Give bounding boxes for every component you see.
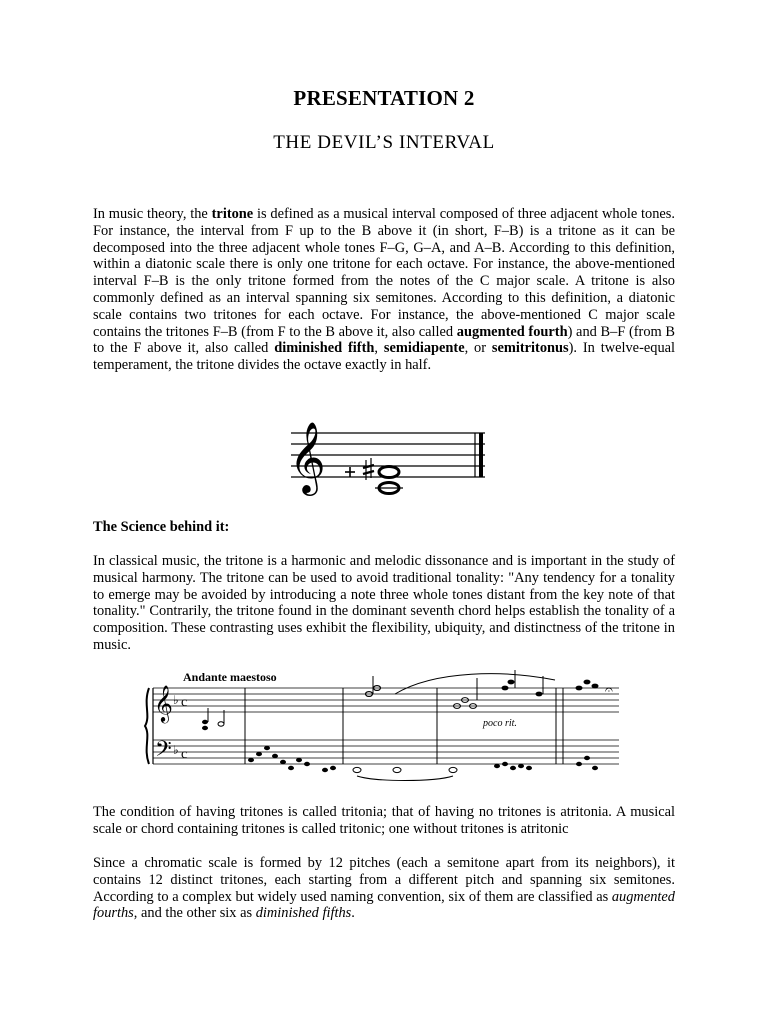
tritonia-paragraph: The condition of having tritones is called tritonia; that of having no tritones is atritonia. A musical scale or chord containing tritones is called tritonic; one without tritones is atritonic bbox=[93, 804, 675, 837]
key-flat-bass: ♭ bbox=[173, 743, 179, 757]
bass-notes bbox=[248, 746, 598, 773]
term-diminished-fifths: diminished fifths bbox=[255, 905, 352, 922]
treble-clef-icon: 𝄞 bbox=[289, 424, 326, 492]
tritone-staff-figure bbox=[289, 410, 489, 502]
bass-clef-icon: 𝄢 bbox=[155, 737, 172, 766]
chromatic-text-1: Since a chromatic scale is formed by 12 pitches (each a semitone apart from its neighbors), it contains 12 distinct tritones, each starting from a different pitch and spanning six semitones. According to a complex but widely used naming convention, six of them are classified as bbox=[93, 855, 675, 905]
phrase-slur bbox=[395, 674, 555, 694]
tie-curve bbox=[357, 776, 453, 781]
intro-text-1: In music theory, the bbox=[93, 206, 212, 222]
term-diminished-fifth: diminished fifth bbox=[274, 340, 375, 357]
page-title: PRESENTATION 2 bbox=[293, 86, 475, 110]
treble-staff-lines bbox=[153, 688, 619, 712]
fermata-icon: 𝄐 bbox=[605, 683, 613, 698]
common-time-bass: c bbox=[181, 747, 188, 762]
science-heading: The Science behind it: bbox=[93, 519, 230, 535]
plus-sign bbox=[345, 467, 355, 477]
page-subtitle: THE DEVIL’S INTERVAL bbox=[273, 132, 495, 153]
key-flat-treble: ♭ bbox=[173, 693, 179, 707]
bass-staff-lines bbox=[153, 740, 619, 764]
term-semitritonus: semitritonus bbox=[491, 340, 569, 357]
chromatic-paragraph bbox=[93, 855, 675, 922]
term-semidiapente: semidiapente bbox=[383, 340, 465, 357]
treble-clef-icon: 𝄞 bbox=[154, 685, 173, 721]
chromatic-text-2: , and the other six as bbox=[133, 905, 256, 922]
term-tritone: tritone bbox=[211, 206, 254, 222]
piano-score-figure bbox=[135, 664, 635, 786]
common-time-treble: c bbox=[181, 695, 188, 710]
brace bbox=[145, 688, 149, 764]
intro-text-5: , or bbox=[464, 340, 492, 357]
double-barline-thick bbox=[479, 433, 483, 477]
tempo-marking: Andante maestoso bbox=[183, 670, 277, 684]
intro-text-3: ) and B–F (from B to the F above it, also called bbox=[93, 323, 675, 357]
whole-note-f bbox=[379, 467, 399, 478]
intro-text-4: , bbox=[374, 340, 384, 357]
intro-text-6: ). In twelve-equal temperament, the tritone divides the octave exactly in half. bbox=[93, 340, 676, 374]
chromatic-text-3: . bbox=[351, 905, 355, 922]
tempo-change-marking: poco rit. bbox=[483, 718, 517, 729]
term-augmented-fourth: augmented fourth bbox=[456, 323, 568, 340]
term-augmented-fourths: augmented fourths bbox=[93, 888, 675, 922]
intro-paragraph bbox=[93, 206, 675, 374]
science-paragraph: In classical music, the tritone is a harmonic and melodic dissonance and is important in the study of musical harmony. The tritone can be used to avoid traditional tonality: "Any tendency for a tonality to emerge may be avoided by introducing a note three whole tones distant from the key note of that tonality." Contrarily, the tritone found in the dominant seventh chord helps establish the tonality of a composition. These contrasting uses exhibit the flexibility, ubiquity, and distinctness of the tritone in music. bbox=[93, 553, 675, 653]
intro-text-2: is defined as a musical interval composed of three adjacent whole tones. For instance, the interval from F up to the B above it (in short, F–B) is a tritone as it can be decomposed into the three adjacent whole tones F–G, G–A, and A–B. According to this definition, within a diatonic scale there is only one tritone for each octave. For instance, the above-mentioned interval F–B is the only tritone formed from the notes of the C major scale. A tritone is also commonly defined as an interval spanning six semitones. According to this definition, a diatonic scale contains two tritones for each octave. For instance, the above-mentioned C major scale contains the tritones F–B (from F to the B above it, also called bbox=[93, 206, 675, 340]
